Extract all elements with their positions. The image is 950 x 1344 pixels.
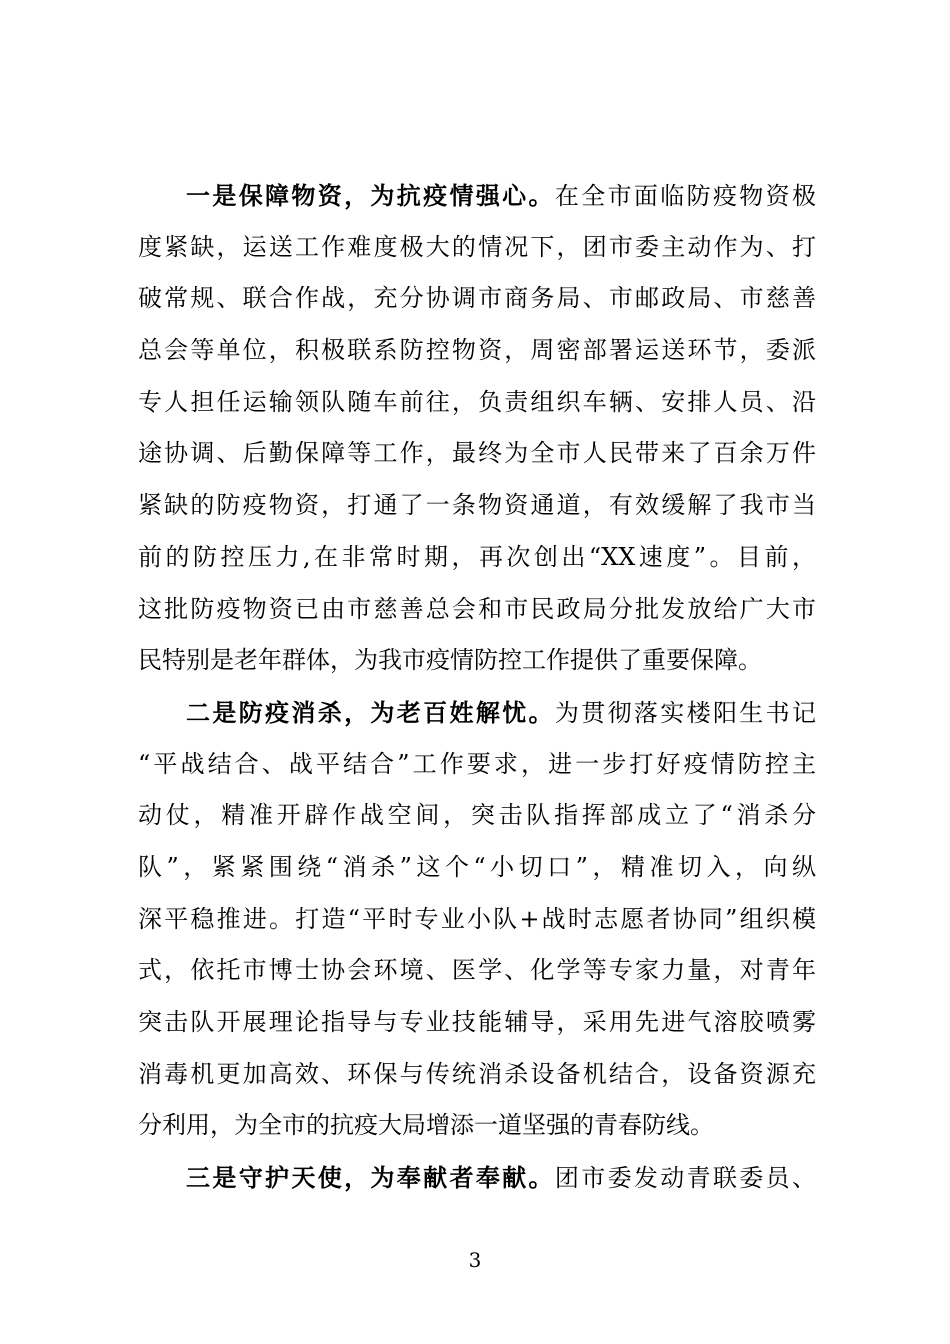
paragraph-1-line-7: 紧缺的防疫物资，打通了一条物资通道，有效缓解了我市当 [138, 491, 816, 520]
paragraph-2-line-4: 队”，紧紧围绕“消杀”这个“小切口”，精准切入，向纵 [138, 852, 816, 881]
paragraph-1-line-8: 前的防控压力,在非常时期，再次创出“XX速度”。目前， [138, 542, 816, 571]
page-number: 3 [468, 1248, 482, 1272]
paragraph-2-line-2: “平战结合、战平结合”工作要求，进一步打好疫情防控主 [138, 749, 816, 778]
paragraph-2-heading: 二是防疫消杀，为老百姓解忧。 [186, 697, 555, 727]
paragraph-1-line-4: 总会等单位，积极联系防控物资，周密部署运送环节，委派 [138, 336, 816, 365]
paragraph-1-line-2: 度紧缺，运送工作难度极大的情况下，团市委主动作为、打 [138, 232, 816, 261]
paragraph-2-line-3: 动仗，精准开辟作战空间，突击队指挥部成立了“消杀分 [138, 801, 816, 830]
paragraph-3-line-1 [138, 1152, 816, 1204]
paragraph-2-line-9: 分利用，为全市的抗疫大局增添一道坚强的青春防线。 [138, 1111, 714, 1140]
paragraph-2-line-5: 深平稳推进。打造“平时专业小队+战时志愿者协同”组织模 [138, 904, 816, 933]
paragraph-1-line-6: 途协调、后勤保障等工作，最终为全市人民带来了百余万件 [138, 439, 816, 468]
paragraph-1-line-10: 民特别是老年群体，为我市疫情防控工作提供了重要保障。 [138, 646, 762, 675]
paragraph-2-text: 为贯彻落实楼阳生书记 [554, 698, 817, 727]
paragraph-1-line-1 [138, 170, 816, 222]
paragraph-1-line-9: 这批防疫物资已由市慈善总会和市民政局分批发放给广大市 [138, 594, 816, 623]
paragraph-3-text: 团市委发动青联委员、 [554, 1164, 817, 1193]
paragraph-1-text: 在全市面临防疫物资极 [554, 182, 817, 210]
body-text [138, 170, 816, 1204]
paragraph-2-line-1 [138, 687, 816, 739]
paragraph-2-line-6: 式，依托市博士协会环境、医学、化学等专家力量，对青年 [138, 956, 816, 985]
paragraph-3-heading: 三是守护天使，为奉献者奉献。 [186, 1163, 555, 1193]
paragraph-1-heading: 一是保障物资，为抗疫情强心。 [186, 181, 555, 210]
paragraph-1-line-3: 破常规、联合作战，充分协调市商务局、市邮政局、市慈善 [138, 284, 816, 313]
paragraph-2-line-8: 消毒机更加高效、环保与传统消杀设备机结合，设备资源充 [138, 1059, 816, 1088]
paragraph-2-line-7: 突击队开展理论指导与专业技能辅导，采用先进气溶胶喷雾 [138, 1008, 816, 1036]
paragraph-1-line-5: 专人担任运输领队随车前往，负责组织车辆、安排人员、沿 [138, 387, 816, 416]
